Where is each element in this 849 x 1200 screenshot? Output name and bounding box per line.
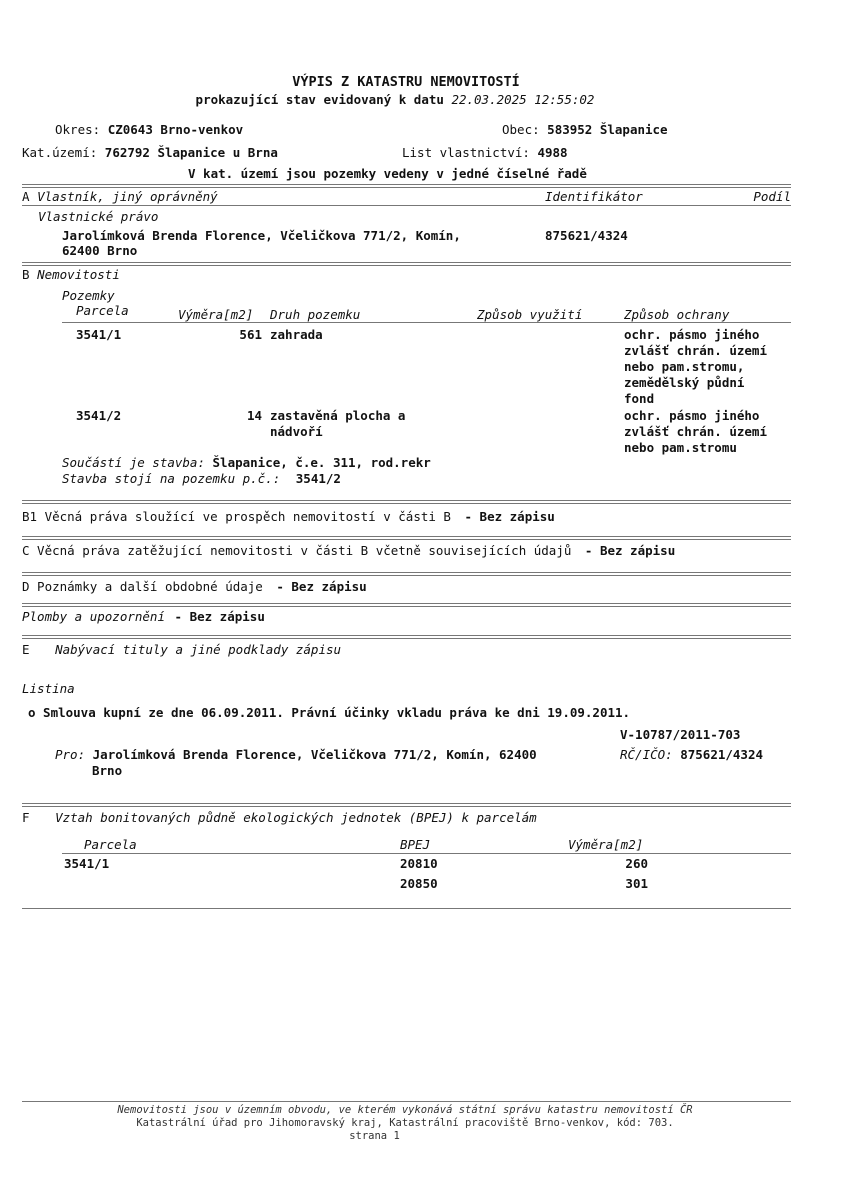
section-d-status: - Bez zápisu — [276, 579, 367, 594]
okres-label: Okres: — [55, 122, 101, 137]
rc-label: RČ/IČO: — [620, 747, 673, 762]
f-bpej-cell: 20850 — [400, 876, 438, 891]
section-b1 — [22, 509, 555, 525]
section-d — [22, 579, 367, 595]
divider — [22, 184, 791, 188]
katuzemi-label: Kat.území: — [22, 145, 98, 160]
divider — [22, 803, 791, 807]
parcela-cell: 3541/1 — [76, 327, 122, 342]
footer-line1: Nemovitosti jsou v územním obvodu, ve kterém vykonává státní správu katastru nemovitostí ČR — [117, 1104, 693, 1116]
section-b1-text: B1 Věcná práva sloužící ve prospěch nemovitostí v části B — [22, 509, 451, 524]
f-col-bpej: BPEJ — [400, 837, 431, 852]
document-subtitle — [0, 92, 790, 108]
stavba-line — [62, 455, 431, 471]
parcela-cell: 3541/2 — [76, 408, 122, 423]
divider — [62, 322, 791, 323]
pro-line2: Brno — [92, 763, 123, 778]
rc-ico — [620, 747, 763, 763]
owner-id: 875621/4324 — [545, 228, 628, 243]
katuzemi-value: 762792 Šlapanice u Brna — [104, 145, 278, 160]
druh-cell: zastavěná plocha a — [270, 408, 406, 423]
druh-cell: nádvoří — [270, 424, 323, 439]
owner-line2: 62400 Brno — [62, 243, 138, 258]
subtitle-label: prokazující stav evidovaný k datu — [195, 92, 444, 107]
section-letter: F — [22, 810, 30, 825]
section-a-heading — [22, 189, 218, 205]
obec-label: Obec: — [502, 122, 540, 137]
pro-line — [55, 747, 537, 763]
ochrana-line: fond — [624, 391, 655, 406]
ochrana-line: ochr. pásmo jiného — [624, 408, 760, 423]
divider — [22, 603, 791, 607]
list-label: List vlastnictví: — [402, 145, 530, 160]
section-e-title: Nabývací tituly a jiné podklady zápisu — [55, 642, 342, 657]
owner-line1: Jarolímková Brenda Florence, Včeličkova 771/2, Komín, — [62, 228, 461, 243]
list-vlastnictvi — [402, 145, 568, 161]
section-c-status: - Bez zápisu — [584, 543, 676, 558]
page-number: strana 1 — [349, 1130, 400, 1142]
divider — [22, 536, 791, 540]
pro-value: Jarolímková Brenda Florence, Včeličkova 771/2, Komín, 62400 — [92, 747, 537, 762]
pozemky-subhead: Pozemky — [62, 288, 115, 303]
section-b-heading — [22, 267, 120, 283]
document-entry: o Smlouva kupní ze dne 06.09.2011. Právní účinky vkladu práva ke dni 19.09.2011. — [28, 705, 631, 720]
plomby — [22, 609, 265, 625]
f-col-vymera: Výměra[m2] — [568, 837, 644, 852]
section-letter: B — [22, 267, 30, 282]
vymera-cell: 14 — [246, 408, 262, 423]
plomby-text: Plomby a upozornění — [22, 609, 165, 624]
section-f-title: Vztah bonitovaných půdně ekologických jednotek (BPEJ) k parcelám — [55, 810, 537, 825]
ochrana-line: nebo pam.stromu — [624, 440, 737, 455]
f-vymera-cell: 260 — [625, 856, 648, 871]
section-b-title: Nemovitosti — [37, 267, 120, 282]
divider — [22, 572, 791, 576]
obec-value: 583952 Šlapanice — [547, 122, 668, 137]
divider — [22, 500, 791, 504]
col-vyuziti: Způsob využití — [477, 307, 583, 322]
kat-uzemi — [22, 145, 278, 161]
stoji-value: 3541/2 — [295, 471, 341, 486]
stoji-line — [62, 471, 341, 487]
section-e-heading — [22, 642, 341, 658]
section-b1-status: - Bez zápisu — [464, 509, 555, 524]
f-vymera-cell: 301 — [625, 876, 648, 891]
section-c-text: C Věcná práva zatěžující nemovitosti v části B včetně souvisejících údajů — [22, 543, 572, 558]
vymera-cell: 561 — [239, 327, 262, 342]
stavba-label: Součástí je stavba: — [62, 455, 205, 470]
ochrana-line: zvlášť chrán. území — [624, 343, 767, 358]
ochrana-line: zvlášť chrán. území — [624, 424, 767, 439]
section-letter: A — [22, 189, 30, 204]
col-ochrana: Způsob ochrany — [624, 307, 730, 322]
f-col-parcela: Parcela — [84, 837, 137, 852]
divider — [22, 908, 791, 909]
f-bpej-cell: 20810 — [400, 856, 438, 871]
col-podil: Podíl — [753, 189, 791, 204]
divider — [22, 635, 791, 639]
subtitle-date: 22.03.2025 12:55:02 — [451, 92, 595, 107]
list-value: 4988 — [537, 145, 568, 160]
footer-divider — [22, 1101, 791, 1102]
f-parcela-cell: 3541/1 — [64, 856, 110, 871]
col-vymera: Výměra[m2] — [178, 307, 254, 322]
rc-value: 875621/4324 — [680, 747, 764, 762]
col-identifikator: Identifikátor — [545, 189, 643, 204]
document-title: VÝPIS Z KATASTRU NEMOVITOSTÍ — [292, 74, 520, 90]
document-number: V-10787/2011-703 — [620, 727, 741, 742]
section-f-heading — [22, 810, 537, 826]
section-d-text: D Poznámky a další obdobné údaje — [22, 579, 263, 594]
cadastre-note: V kat. území jsou pozemky vedeny v jedné číselné řadě — [188, 166, 587, 181]
obec — [502, 122, 668, 138]
pro-label: Pro: — [55, 747, 86, 762]
section-c — [22, 543, 675, 559]
plomby-status: - Bez zápisu — [174, 609, 265, 624]
druh-cell: zahrada — [270, 327, 323, 342]
divider — [62, 853, 791, 854]
col-druh: Druh pozemku — [270, 307, 361, 322]
section-letter: E — [22, 642, 30, 657]
divider — [22, 205, 791, 206]
okres-value: CZ0643 Brno-venkov — [107, 122, 244, 137]
ochrana-line: zemědělský půdní — [624, 375, 745, 390]
footer-line2: Katastrální úřad pro Jihomoravský kraj, Katastrální pracoviště Brno-venkov, kód: 703. — [136, 1117, 674, 1129]
ochrana-line: ochr. pásmo jiného — [624, 327, 760, 342]
stavba-value: Šlapanice, č.e. 311, rod.rekr — [212, 455, 431, 470]
col-parcela: Parcela — [76, 303, 129, 318]
divider — [22, 262, 791, 266]
listina-label: Listina — [22, 681, 75, 696]
stoji-label: Stavba stojí na pozemku p.č.: — [62, 471, 281, 486]
section-a-title: Vlastník, jiný oprávněný — [37, 189, 218, 204]
ochrana-line: nebo pam.stromu, — [624, 359, 745, 374]
vlastnicke-pravo-subhead: Vlastnické právo — [38, 209, 159, 224]
okres — [55, 122, 243, 138]
